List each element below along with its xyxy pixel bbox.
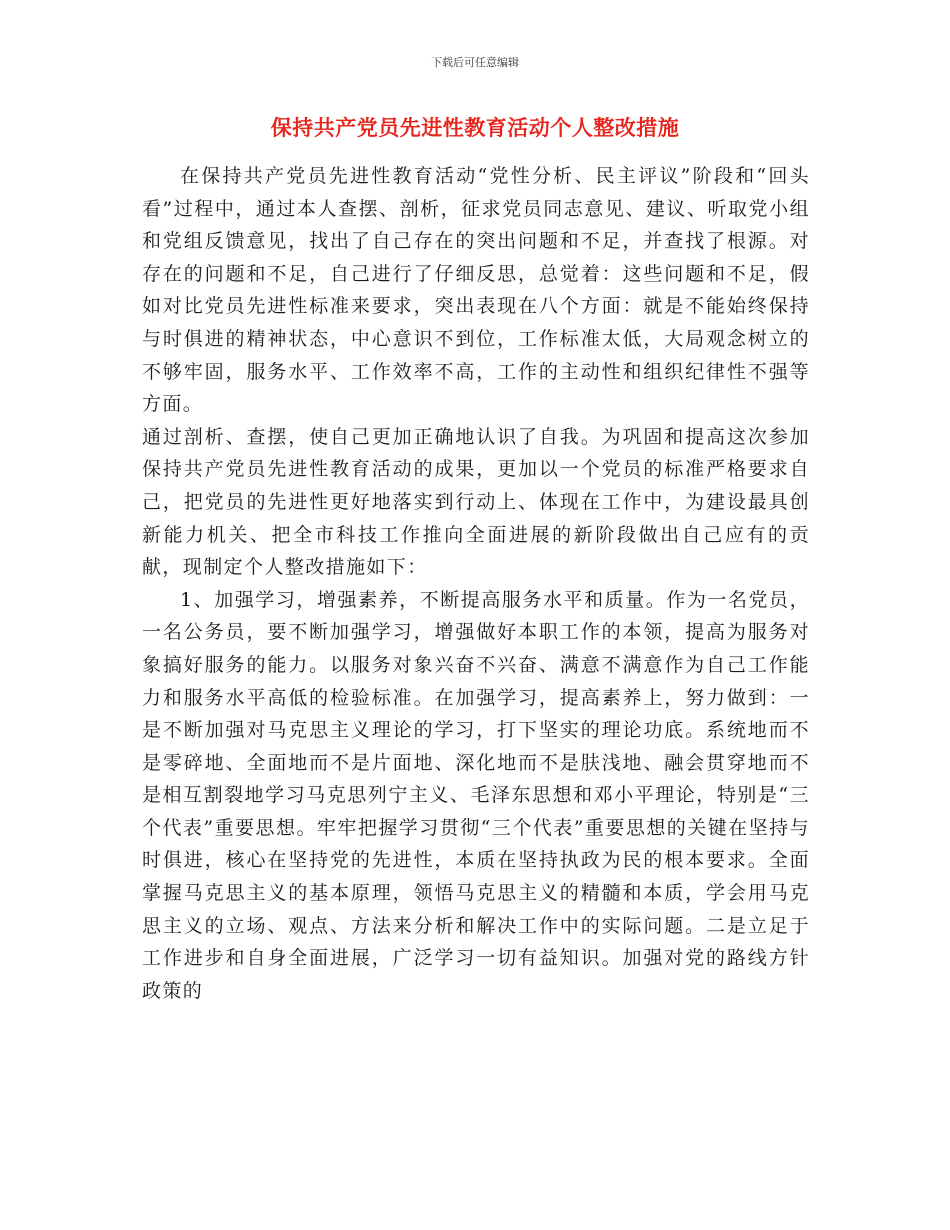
paragraph-2: 通过剖析、查摆，使自己更加正确地认识了自我。为巩固和提高这次参加保持共产党员先进性教育活动的成果，更加以一个党员的标准严格要求自己，把党员的先进性更好地落实到行动上、体现在工作中，为建设最具创新能力机关、把全市科技工作推向全面进展的新阶段做出自己应有的贡献，现制定个人整改措施如下： xyxy=(142,425,810,579)
header-note: 下载后可任意编辑 xyxy=(431,56,519,69)
paragraph-1: 在保持共产党员先进性教育活动“党性分析、民主评议”阶段和“回头看”过程中，通过本人查摆、剖析，征求党员同志意见、建议、听取党小组和党组反馈意见，找出了自己存在的突出问题和不足，并查找了根源。对存在的问题和不足，自己进行了仔细反思，总觉着：这些问题和不足，假如对比党员先进性标准来要求，突出表现在八个方面：就是不能始终保持与时俱进的精神状态，中心意识不到位，工作标准太低，大局观念树立的不够牢固，服务水平、工作效率不高，工作的主动性和组织纪律性不强等方面。 xyxy=(142,165,810,416)
document-body xyxy=(142,160,810,1007)
document-title: 保持共产党员先进性教育活动个人整改措施 xyxy=(270,115,680,140)
paragraph-3: 1、加强学习，增强素养，不断提高服务水平和质量。作为一名党员，一名公务员，要不断加强学习，增强做好本职工作的本领，提高为服务对象搞好服务的能力。以服务对象兴奋不兴奋、满意不满意作为自己工作能力和服务水平高低的检验标准。在加强学习，提高素养上，努力做到：一是不断加强对马克思主义理论的学习，打下坚实的理论功底。系统地而不是零碎地、全面地而不是片面地、深化地而不是肤浅地、融会贯穿地而不是相互割裂地学习马克思列宁主义、毛泽东思想和邓小平理论，特别是“三个代表”重要思想。牢牢把握学习贯彻“三个代表”重要思想的关键在坚持与时俱进，核心在坚持党的先进性，本质在坚持执政为民的根本要求。全面掌握马克思主义的基本原理，领悟马克思主义的精髓和本质，学会用马克思主义的立场、观点、方法来分析和解决工作中的实际问题。二是立足于工作进步和自身全面进展，广泛学习一切有益知识。加强对党的路线方针政策的 xyxy=(142,588,810,1002)
